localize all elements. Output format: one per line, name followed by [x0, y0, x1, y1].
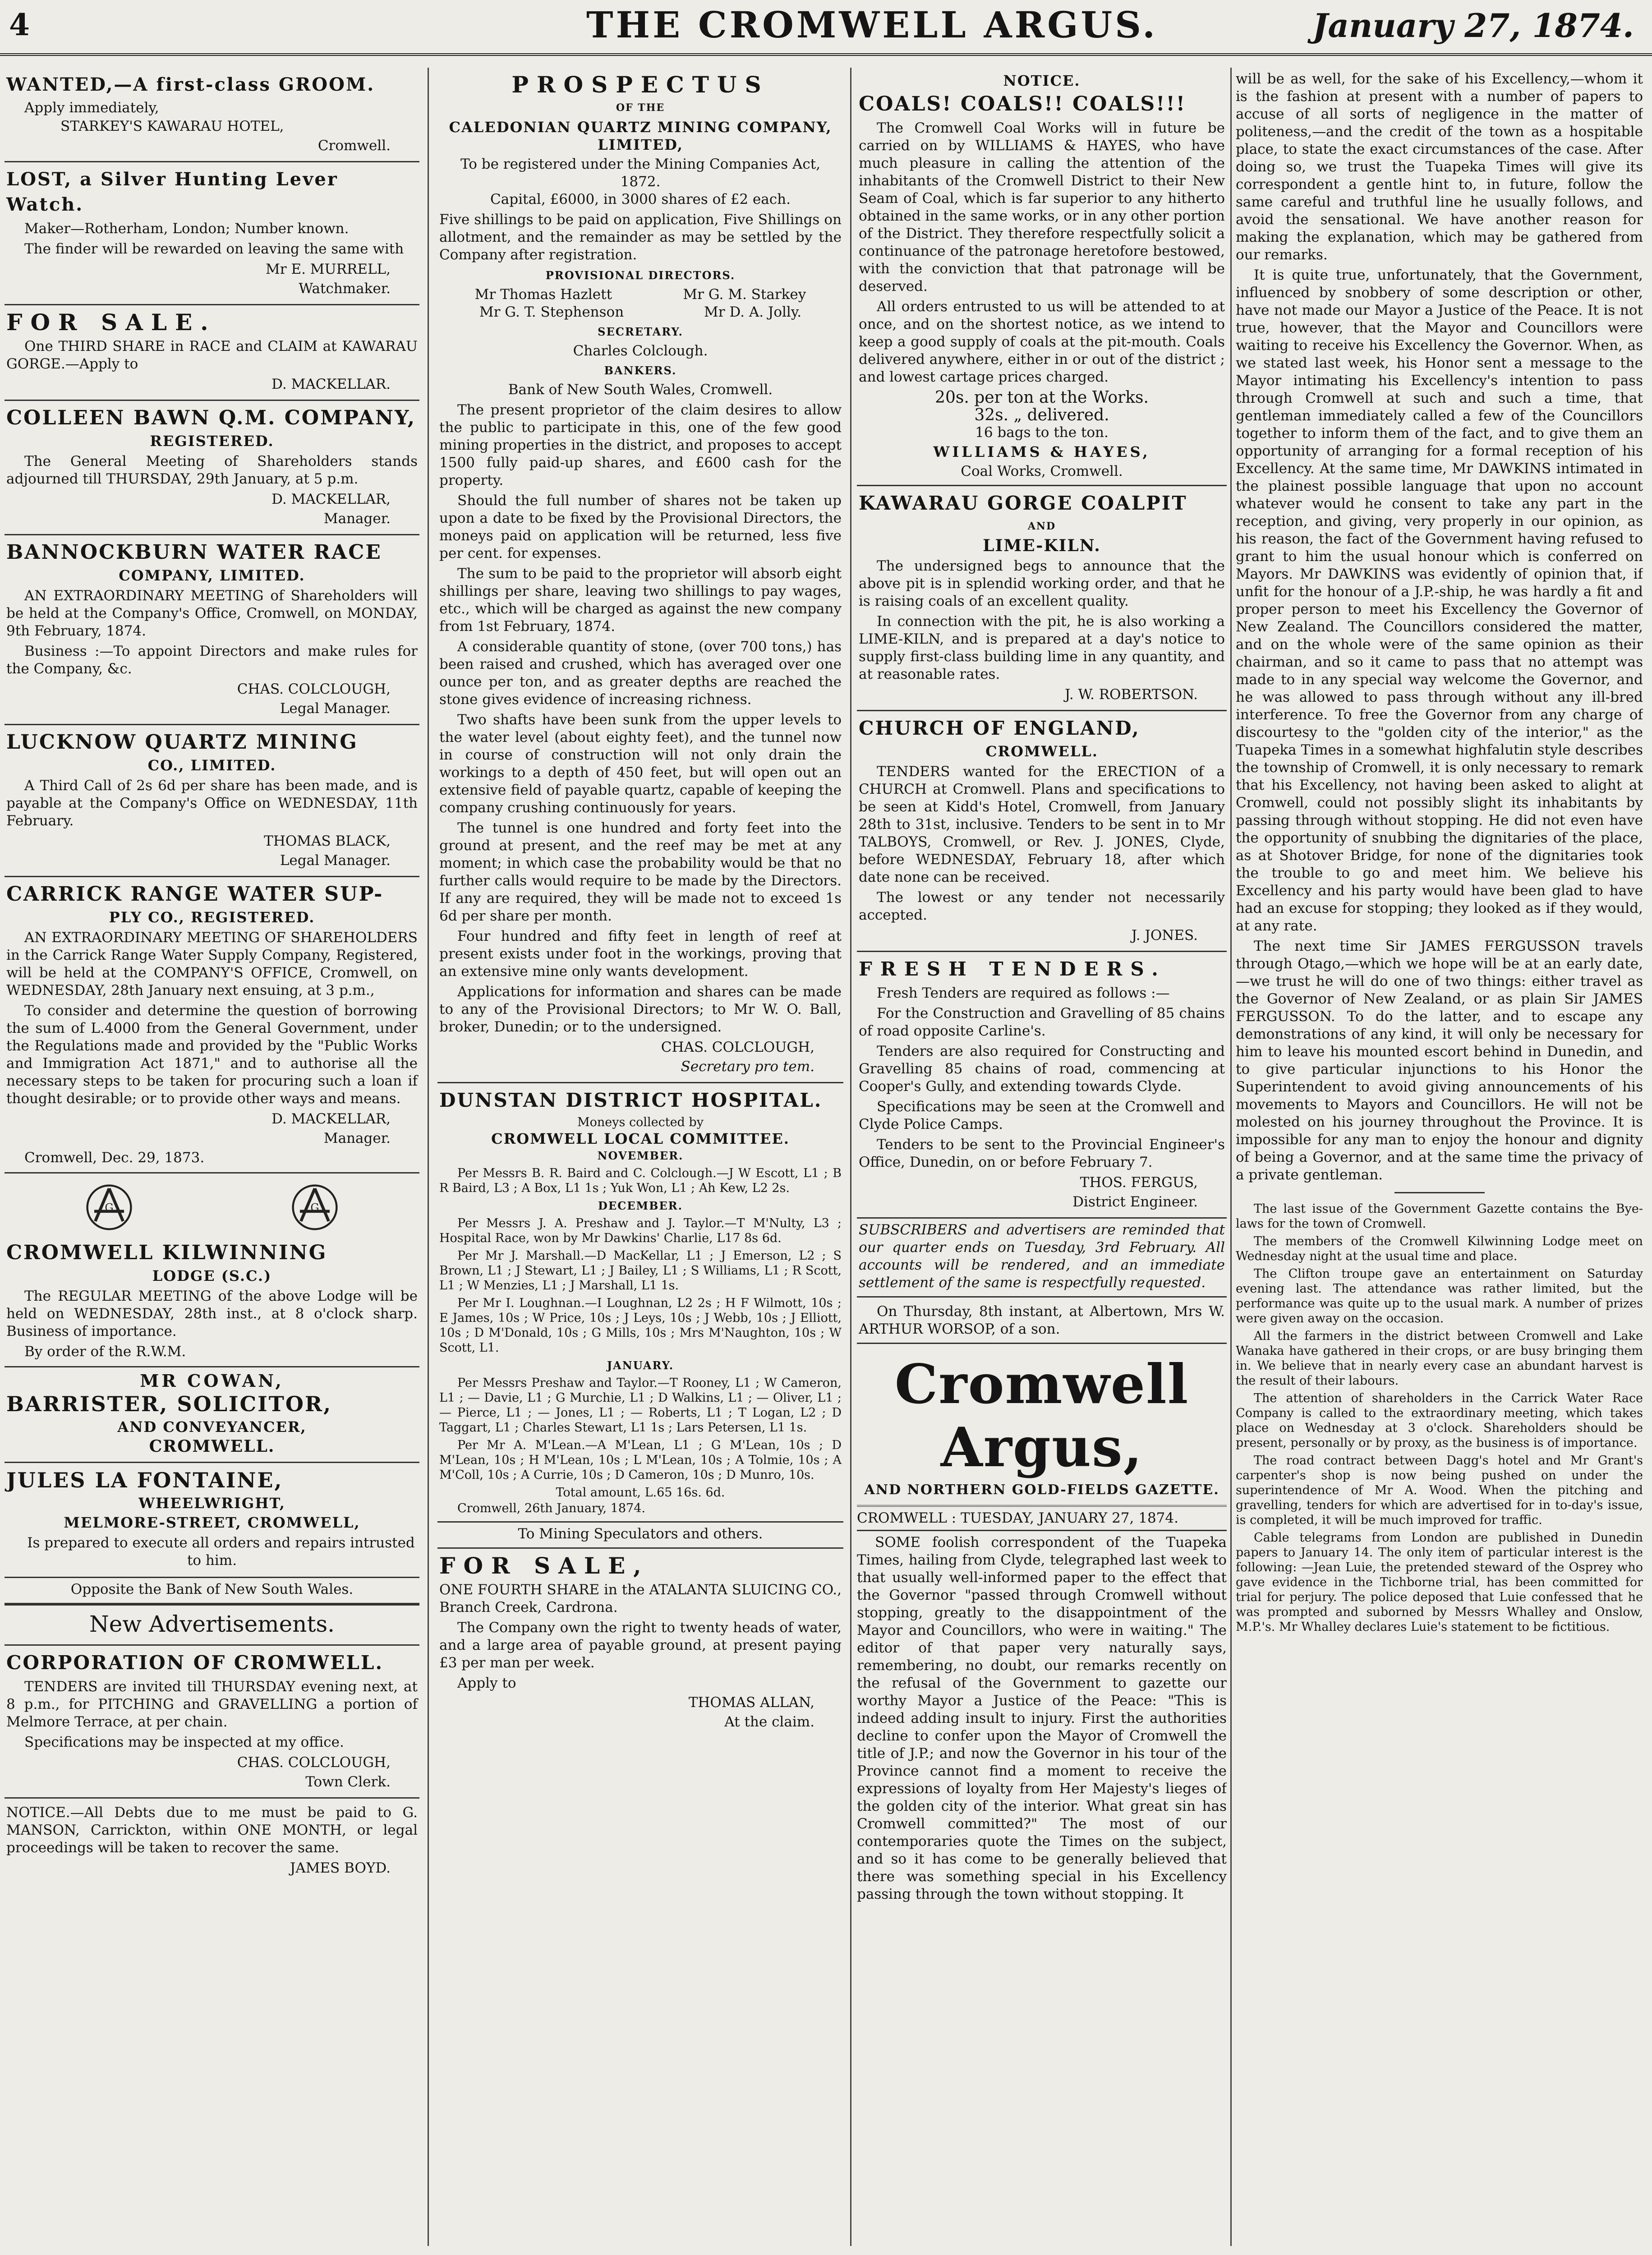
ad-signature: THOMAS BLACK,: [264, 833, 391, 849]
ad-text: Two shafts have been sunk from the upper levels to the water level (about eighty feet), and the tunnel now in course of construction will not only drain the workings to a depth of 450 feet, but will open out an extensive field of payable quartz, capable of keeping the company crushing continuously for years.: [439, 712, 842, 816]
fresh-tenders-ad: [857, 952, 1227, 1219]
ad-text: NOTICE.—All Debts due to me must be paid to G. MANSON, Carrickton, within ONE MONTH, or legal proceedings will be taken to recover the same.: [6, 1804, 418, 1856]
ad-text: The tunnel is one hundred and forty feet into the ground at present, and the reef may be met at any moment; in which case the probability would be that no further calls would require to be made by the Directors. If any are required, they will be made not to exceed 1s 6d per share per month.: [439, 820, 842, 924]
ad-heading: COLLEEN BAWN Q.M. COMPANY,: [6, 406, 416, 429]
ad-signature: Watchmaker.: [299, 281, 391, 297]
ad-signature: THOS. FERGUS,: [1080, 1174, 1198, 1191]
directors-row: [439, 286, 842, 304]
ad-text: Specifications may be inspected at my office.: [24, 1734, 344, 1750]
ad-text: TENDERS wanted for the ERECTION of a CHURCH at Cromwell. Plans and specifications to be seen at Kidd's Hotel, Cromwell, from January 28th to 31st, inclusive. Tenders to be sent in to Mr TALBOYS, Cromwell, or Rev. J. JONES, Clyde, before WEDNESDAY, February 18, after which date none can be received.: [859, 764, 1225, 885]
ad-signature: J. W. ROBERTSON.: [1064, 686, 1198, 703]
ad-subheading: AND CONVEYANCER,: [117, 1418, 307, 1436]
list-item: Per Mr A. M'Lean.—A M'Lean, L1 ; G M'Lean, 10s ; D M'Lean, 10s ; H M'Lean, 10s ; L M'Lean, 10s ; A Tolmie, 10s ; A M'Coll, 10s ; A Currie, 10s ; D Cameron, 10s ; D Munro, 10s.: [439, 1438, 842, 1482]
column-2: [437, 68, 843, 2246]
column-1: [5, 68, 419, 2246]
ad-heading: BANNOCKBURN WATER RACE: [6, 541, 382, 564]
ad-heading: LOST, a Silver Hunting Lever Watch.: [6, 169, 338, 215]
ad-text: The finder will be rewarded on leaving the same with: [24, 241, 404, 257]
ad-subheading: NOVEMBER.: [597, 1149, 684, 1162]
column-3: [857, 68, 1227, 2246]
corporation-ad: [5, 1646, 419, 1799]
page-number: 4: [9, 7, 30, 42]
ad-heading: FRESH TENDERS.: [859, 958, 1166, 980]
ad-subheading: JANUARY.: [607, 1359, 674, 1372]
price-line: 20s. per ton at the Works.: [935, 388, 1149, 407]
newspaper-title: THE CROMWELL ARGUS.: [586, 4, 1158, 46]
ad-text: Bank of New South Wales, Cromwell.: [508, 382, 773, 398]
news-item: Cable telegrams from London are published in Dunedin papers to January 14. The only item of particular interest is the following: —Jean Luie, the pretended steward of the Osprey who gave evidence in the Tichborne trial, has been committed for trial for perjury. The police deposed that Luie confessed that he was prompted and suborned by Messrs Whalley and Onslow, M.P.'s. Mr Whalley declares Luie's statement to be fictitious.: [1236, 1531, 1643, 1634]
ad-text: In connection with the pit, he is also working a LIME-KILN, and is prepared at a day's notice to supply first-class building lime in any quantity, and at reasonable rates.: [859, 613, 1225, 682]
editorial-dateline: CROMWELL : TUESDAY, JANUARY 27, 1874.: [857, 1507, 1227, 1531]
ad-text: Tenders to be sent to the Provincial Engineer's Office, Dunedin, on or before February 7.: [859, 1137, 1225, 1170]
ad-heading: WANTED,—A first-class GROOM.: [6, 74, 375, 95]
ad-subheading: CALEDONIAN QUARTZ MINING COMPANY, LIMITED,: [449, 119, 832, 153]
ad-text: One THIRD SHARE in RACE and CLAIM at KAWARAU GORGE.—Apply to: [6, 338, 418, 372]
ad-text: Tenders are also required for Constructing and Gravelling 85 chains of road, commencing at Cooper's Gully, and extending towards Clyde.: [859, 1043, 1225, 1095]
ad-subheading: DECEMBER.: [598, 1199, 683, 1212]
square-compass-icon: [290, 1183, 340, 1232]
colleen-bawn-ad: [5, 401, 419, 535]
price-line: 16 bags to the ton.: [975, 424, 1109, 441]
list-item: Per Messrs B. R. Baird and C. Colclough.—J W Escott, L1 ; B R Baird, L3 ; A Box, L1 1s ; Yuk Won, L1 ; Ah Kew, L2 2s.: [439, 1166, 842, 1195]
ad-text: Total amount, L.65 16s. 6d.: [556, 1486, 725, 1500]
list-item: Per Messrs Preshaw and Taylor.—T Rooney, L1 ; W Cameron, L1 ; — Davie, L1 ; G Murchie, L1 ; D Walkins, L1 ; — Oliver, L1 ; — Pierce, L1 ; — Jones, L1 ; — Roberts, L1 ; T Logan, L2 ; D Taggart, L1 ; Charles Stewart, L1 1s ; Lars Petersen, L1 1s.: [439, 1376, 842, 1435]
ad-signature: Manager.: [323, 1130, 391, 1146]
ad-heading: FOR SALE,: [439, 1552, 649, 1579]
ad-signature: Secretary pro tem.: [681, 1058, 814, 1075]
prospectus-ad: [437, 68, 843, 1083]
ad-subheading: COMPANY, LIMITED.: [119, 567, 305, 584]
ad-text: Charles Colclough.: [573, 343, 708, 359]
director-name: Mr Thomas Hazlett: [474, 286, 612, 303]
ad-text: Five shillings to be paid on application, Five Shillings on allotment, and the remainder as may be settled by the Company after registration.: [439, 212, 842, 263]
ad-text: Specifications may be seen at the Cromwell and Clyde Police Camps.: [859, 1099, 1225, 1132]
ad-text: All orders entrusted to us will be attended to at once, and on the shortest notice, as we intend to keep a good supply of coals at the pit-mouth. Coals delivered anywhere, either in or out of the district ; and lowest cartage prices charged.: [859, 299, 1225, 385]
church-ad: [857, 711, 1227, 952]
ad-subheading: CROMWELL.: [149, 1437, 275, 1456]
ad-subheading: MELMORE-STREET, CROMWELL,: [64, 1514, 360, 1531]
ad-text: Apply immediately,: [24, 100, 159, 116]
for-sale-ad: [5, 305, 419, 401]
ad-dateline: Cromwell, Dec. 29, 1873.: [24, 1150, 205, 1166]
ad-subheading: LODGE (S.C.): [152, 1267, 272, 1284]
news-item: All the farmers in the district between Cromwell and Lake Wanaka have gathered in their crops, or are busy bringing them in. We believe that in nearly every case an abundant harvest is the result of their labours.: [1236, 1329, 1643, 1388]
ad-subheading: NOTICE.: [1003, 72, 1081, 89]
ad-text: Apply to: [457, 1675, 516, 1691]
nameplate-subtitle: AND NORTHERN GOLD-FIELDS GAZETTE.: [857, 1481, 1227, 1507]
ad-text: The lowest or any tender not necessarily accepted.: [859, 889, 1225, 923]
debts-notice-ad: [5, 1799, 419, 1883]
masthead: [0, 0, 1652, 45]
ad-text: To be registered under the Mining Companies Act, 1872.: [460, 156, 821, 190]
ad-subheading: SECRETARY.: [598, 325, 683, 338]
editorial-text: will be as well, for the sake of his Excellency,—whom it is the fashion at present with a number of papers to accuse of all sorts of negligence in the matter of politeness,—and the credit of the town as a hospitable place, to state the exact circumstances of the case. After doing so, we trust the Tuapeka Times will give its correspondent a gentle hint to, in future, follow the same careful and truthful line he usually follows, and avoid the sensational. We have another reason for making the explanation, which may be gathered from our remarks.: [1236, 71, 1643, 263]
ad-signature: D. MACKELLAR,: [271, 491, 391, 507]
ad-text: The REGULAR MEETING of the above Lodge will be held on WEDNESDAY, 28th inst., at 8 o'clock sharp. Business of importance.: [6, 1288, 418, 1339]
ad-heading: CROMWELL KILWINNING: [6, 1241, 327, 1264]
ad-text: Moneys collected by: [577, 1115, 704, 1129]
ad-text: The Company own the right to twenty heads of water, and a large area of payable ground, at present paying £3 per man per week.: [439, 1620, 842, 1671]
news-item: The attention of shareholders in the Carrick Water Race Company is called to the extraordinary meeting, which takes place on Wednesday at 3 o'clock. Shareholders should be present, personally or by proxy, as the business is of importance.: [1236, 1391, 1643, 1450]
ad-heading: COALS! COALS!! COALS!!!: [859, 92, 1187, 115]
ad-signature: Manager.: [323, 511, 391, 527]
ad-subheading: BANKERS.: [604, 364, 677, 377]
editorial-text: The next time Sir JAMES FERGUSSON travels through Otago,—which we hope will be at an early date,—we trust he will do one of two things: either travel as the Governor of New Zealand, or as plain Sir JAMES FERGUSSON. To do the latter, and to escape any demonstrations of any kind, it will only be necessary for him to leave his mounted escort behind in Dunedin, and to give particular injunctions to his Honor the Superintendent to avoid giving announcements of his movements to Mayors and Councillors. He will not be molested on his journey throughout the Province. It is impossible for any man to enjoy the honour and dignity of being a Governor, and at the same time the privacy of a private gentleman.: [1236, 938, 1643, 1183]
ad-heading: JULES LA FONTAINE,: [6, 1468, 283, 1492]
ad-subheading: PROVISIONAL DIRECTORS.: [545, 269, 736, 282]
lucknow-ad: [5, 725, 419, 877]
news-item: The members of the Cromwell Kilwinning Lodge meet on Wednesday night at the usual time and place.: [1236, 1234, 1643, 1263]
svg-text:G: G: [310, 1201, 319, 1214]
ad-heading: FOR SALE.: [6, 309, 216, 336]
news-item: The road contract between Dagg's hotel and Mr Grant's carpenter's shop is now being pushed on under the superintendence of Mr A. Wood. When the pitching and gravelling, tenders for which are advertised for in to-day's issue, is completed, it will be much improved for traffic.: [1236, 1454, 1643, 1527]
column-rule: [1230, 68, 1232, 2246]
ad-subheading: LIME-KILN.: [983, 536, 1101, 555]
ad-signature: J. JONES.: [1131, 927, 1198, 943]
editorial-text: It is quite true, unfortunately, that the Government, influenced by snobbery of some description or other, have not made our Mayor a Justice of the Peace. It is not true, however, that the Mayor and Councillors were waiting to receive his Excellency the Governor. When, as we stated last week, his Honor sent a message to the Mayor intimating his Excellency's intention to pass through Cromwell at such and such a time, that gentleman immediately called a few of the Councillors together to inform them of the fact, and to give them an opportunity of arranging for a formal reception of his Excellency. At the same time, Mr DAWKINS intimated in the plainest possible language that upon no account whatever would he consent to take any part in the reception, and giving, very properly in our opinion, as his reason, the fact of the Government having refused to grant to him the usual honour which is conferred on Mayors. Mr DAWKINS was evidently of opinion that, if unfit for the honour of a J.P.-ship, he was hardly a fit and proper person to meet his Excellency the Governor of New Zealand. The Councillors considered the matter, and on the whole were of the same opinion as their chairman, and so it came to pass that no attempt was made to in any special way welcome the Governor, and he was allowed to pass through without any ill-bred interference. To free the Governor from any charge of discourtesy to the "golden city of the interior," as the Tuapeka Times in a somewhat highfalutin style describes the township of Cromwell, it is only necessary to remark that his Excellency, not having been asked to alight at Cromwell, could not possibly slight its inhabitants by passing through without stopping. He did not even have the opportunity of snubbing the dignitaries of the place, as at Shotover Bridge, for none of the dignitaries took the trouble to go and meet him. We believe his Excellency and his party would have been glad to have had an excuse for stopping; they looked as if they would, at any rate.: [1236, 267, 1643, 934]
ad-text: The Cromwell Coal Works will in future be carried on by WILLIAMS & HAYES, who have much pleasure in calling the attention of the inhabitants of the Cromwell District to their New Seam of Coal, which is far superior to any hitherto obtained in the same works, or in any other portion of the District. They therefore respectfully solicit a continuance of the patronage heretofore bestowed, with the conviction that that patronage will be deserved.: [859, 120, 1225, 295]
ad-text: AN EXTRAORDINARY MEETING OF SHAREHOLDERS in the Carrick Range Water Supply Company, Registered, will be held at the COMPANY'S OFFICE, Cromwell, on WEDNESDAY, 28th January next ensuing, at 3 p.m.,: [6, 930, 418, 999]
hospital-ad: [437, 1083, 843, 1523]
ad-heading: DUNSTAN DISTRICT HOSPITAL.: [439, 1089, 823, 1111]
ad-subheading: CO., LIMITED.: [147, 757, 276, 774]
ad-text: STARKEY'S KAWARAU HOTEL,: [60, 118, 284, 134]
ad-heading: PROSPECTUS: [511, 71, 769, 98]
section-heading: New Advertisements.: [5, 1604, 419, 1646]
ad-text: ONE FOURTH SHARE in the ATALANTA SLUICING CO., Branch Creek, Cardrona.: [439, 1582, 842, 1615]
ad-signature: Mr E. MURRELL,: [266, 261, 391, 277]
ad-text: Fresh Tenders are required as follows :—: [877, 985, 1170, 1001]
ad-signature: WILLIAMS & HAYES,: [933, 443, 1150, 460]
ad-text: The General Meeting of Shareholders stands adjourned till THURSDAY, 29th January, at 5 p.m.: [6, 453, 418, 487]
ad-dateline: Cromwell, 26th January, 1874.: [457, 1501, 645, 1515]
ad-signature: D. MACKELLAR,: [271, 1111, 391, 1127]
ad-signature: CHAS. COLCLOUGH,: [237, 681, 391, 697]
ad-heading: CHURCH OF ENGLAND,: [859, 717, 1140, 739]
ad-signature: Coal Works, Cromwell.: [961, 463, 1123, 479]
ad-subheading: OF THE: [616, 102, 665, 114]
column-rule: [850, 68, 851, 2246]
ad-text: The present proprietor of the claim desires to allow the public to participate in this, one of the few good mining properties in the district, and proposes to accept 1500 fully paid-up shares, and £600 cash for the property.: [439, 402, 842, 488]
ad-signature: Cromwell.: [318, 138, 391, 154]
ad-text: The sum to be paid to the proprietor will absorb eight shillings per share, leaving two shillings to pay wages, etc., which will be charged as against the new company from 1st February, 1874.: [439, 566, 842, 635]
ad-text: For the Construction and Gravelling of 85 chains of road opposite Carline's.: [859, 1005, 1225, 1039]
ad-text: The undersigned begs to announce that the above pit is in splendid working order, and that he is raising coals of an excellent quality.: [859, 558, 1225, 609]
bannockburn-ad: [5, 535, 419, 725]
ad-text: By order of the R.W.M.: [24, 1344, 186, 1360]
svg-text:G: G: [105, 1201, 114, 1214]
column-4: [1236, 68, 1643, 2246]
ad-subheading: AND: [1027, 520, 1056, 532]
director-name: Mr G. M. Starkey: [683, 286, 806, 303]
ad-subheading: WHEELWRIGHT,: [138, 1495, 285, 1512]
ad-text: Is prepared to execute all orders and repairs intrusted to him.: [27, 1535, 415, 1569]
price-line: 32s. „ delivered.: [974, 406, 1109, 424]
ad-signature: Legal Manager.: [280, 852, 391, 869]
ad-signature: District Engineer.: [1072, 1194, 1198, 1210]
masonic-emblems: [6, 1176, 418, 1238]
director-name: Mr D. A. Jolly.: [704, 304, 802, 320]
divider: [1394, 1192, 1485, 1193]
ad-heading: KAWARAU GORGE COALPIT: [859, 492, 1187, 514]
ad-text: Opposite the Bank of New South Wales.: [5, 1578, 419, 1604]
ad-heading: CARRICK RANGE WATER SUP-: [6, 883, 384, 906]
cowan-ad: [5, 1367, 419, 1463]
ad-text: Applications for information and shares can be made to any of the Provisional Directors; to Mr W. O. Ball, broker, Dunedin; or to the undersigned.: [439, 984, 842, 1035]
fontaine-ad: [5, 1463, 419, 1578]
ad-text: Business :—To appoint Directors and make rules for the Company, &c.: [6, 643, 418, 677]
ad-heading: LUCKNOW QUARTZ MINING: [6, 731, 358, 754]
ad-signature: THOMAS ALLAN,: [688, 1694, 814, 1711]
kawarau-ad: [857, 486, 1227, 711]
ad-signature: Town Clerk.: [305, 1774, 391, 1790]
groom-ad: [5, 68, 419, 162]
directors-row: [439, 304, 842, 321]
column-rule: [428, 68, 429, 2246]
ad-text: AN EXTRAORDINARY MEETING of Shareholders will be held at the Company's Office, Cromwell, on MONDAY, 9th February, 1874.: [6, 588, 418, 639]
list-item: Per Mr I. Loughnan.—I Loughnan, L2 2s ; H F Wilmott, 10s ; E James, 10s ; W Price, 10s ; J Leys, 10s ; J Webb, 10s ; J Elliott, 10s ; D M'Donald, 10s ; G Mills, 10s ; Mrs M'Naughton, 10s ; W Scott, L1.: [439, 1296, 842, 1355]
ad-text: Should the full number of shares not be taken up upon a date to be fixed by the Provisional Directors, the moneys paid on application will be returned, less five per cent. for expenses.: [439, 492, 842, 561]
ad-subheading: REGISTERED.: [150, 433, 274, 450]
news-item: The Clifton troupe gave an entertainment on Saturday evening last. The attendance was rather limited, but the performance was quite up to the usual mark. A number of prizes were given away on the occasion.: [1236, 1267, 1643, 1325]
square-compass-icon: [84, 1183, 134, 1232]
ad-subheading: PLY CO., REGISTERED.: [109, 909, 315, 926]
ad-signature: Legal Manager.: [280, 700, 391, 717]
ad-signature: D. MACKELLAR.: [271, 376, 391, 392]
issue-date: January 27, 1874.: [1312, 6, 1634, 45]
ad-signature: CHAS. COLCLOUGH,: [661, 1039, 814, 1055]
coals-ad: [857, 68, 1227, 486]
carrick-ad: [5, 877, 419, 1174]
ad-subheading: MR COWAN,: [140, 1371, 284, 1391]
ad-text: Four hundred and fifty feet in length of reef at present exists under foot in the workings, proving that an extensive mine only wants development.: [439, 928, 842, 980]
ad-signature: CHAS. COLCLOUGH,: [237, 1754, 391, 1771]
ad-heading: BARRISTER, SOLICITOR,: [6, 1392, 332, 1416]
kilwinning-ad: [5, 1174, 419, 1367]
header-rule: [0, 53, 1652, 56]
director-name: Mr G. T. Stephenson: [479, 304, 624, 320]
ad-text: To Mining Speculators and others.: [437, 1523, 843, 1549]
ad-signature: JAMES BOYD.: [290, 1860, 391, 1876]
birth-notice: On Thursday, 8th instant, at Albertown, Mrs W. ARTHUR WORSOP, of a son.: [857, 1300, 1227, 1344]
ad-text: TENDERS are invited till THURSDAY evening next, at 8 p.m., for PITCHING and GRAVELLING a portion of Melmore Terrace, at per chain.: [6, 1679, 418, 1730]
ad-text: A considerable quantity of stone, (over 700 tons,) has been raised and crushed, which has averaged over one ounce per ton, and as greater depths are reached the stone gives evidence of increasing richness.: [439, 639, 842, 708]
newspaper-nameplate: Cromwell Argus,: [894, 1353, 1189, 1479]
ad-text: To consider and determine the question of borrowing the sum of L.4000 from the General Government, under the Regulations made and provided by the "Public Works and Immigration Act 1871," and to authorise all the necessary steps to be taken for procuring such a loan if thought desirable; or to provide other ways and means.: [6, 1003, 418, 1107]
ad-heading: CORPORATION OF CROMWELL.: [6, 1652, 384, 1674]
news-item: The last issue of the Government Gazette contains the Bye-laws for the town of Cromwell.: [1236, 1202, 1643, 1231]
subscribers-notice: SUBSCRIBERS and advertisers are reminded that our quarter ends on Tuesday, 3rd February. All accounts will be rendered, and an immediate settlement of the same is respectfully requested.: [857, 1219, 1227, 1298]
editorial-text: SOME foolish correspondent of the Tuapeka Times, hailing from Clyde, telegraphed last week to that usually well-informed paper to the effect that the Governor "passed through Cromwell without stopping, greatly to the disappointment of the Mayor and Councillors, who were in waiting." The editor of that paper very naturally says, remembering, no doubt, our remarks recently on the refusal of the Government to gazette our worthy Mayor a Justice of the Peace: "This is indeed adding insult to injury. First the authorities decline to confer upon the Mayor of Cromwell the title of J.P.; and now the Governor in his tour of the Province cannot find a moment to receive the expressions of loyalty from Her Majesty's lieges of the golden city of the interior. What great sin has Cromwell committed?" The most of our contemporaries quote the Times on the subject, and so it has come to be generally believed that there was something special in his Excellency passing through the town without stopping. It: [857, 1534, 1227, 1902]
ad-subheading: CROMWELL LOCAL COMMITTEE.: [491, 1130, 790, 1147]
ad-text: Capital, £6000, in 3000 shares of £2 each.: [490, 191, 791, 207]
list-item: Per Mr J. Marshall.—D MacKellar, L1 ; J Emerson, L2 ; S Brown, L1 ; J Stewart, L1 ; J Bailey, L1 ; S Williams, L1 ; R Scott, L1 ; W Menzies, L1 ; J Marshall, L1 1s.: [439, 1249, 842, 1293]
for-sale-2-ad: [437, 1549, 843, 1737]
ad-text: Maker—Rotherham, London; Number known.: [24, 221, 349, 237]
ad-subheading: CROMWELL.: [985, 743, 1098, 760]
ad-signature: At the claim.: [724, 1714, 814, 1730]
lost-watch-ad: [5, 162, 419, 305]
list-item: Per Messrs J. A. Preshaw and J. Taylor.—T M'Nulty, L3 ; Hospital Race, won by Mr Dawkins' Charlie, L17 8s 6d.: [439, 1216, 842, 1245]
ad-text: A Third Call of 2s 6d per share has been made, and is payable at the Company's Office on WEDNESDAY, 11th February.: [6, 778, 418, 829]
